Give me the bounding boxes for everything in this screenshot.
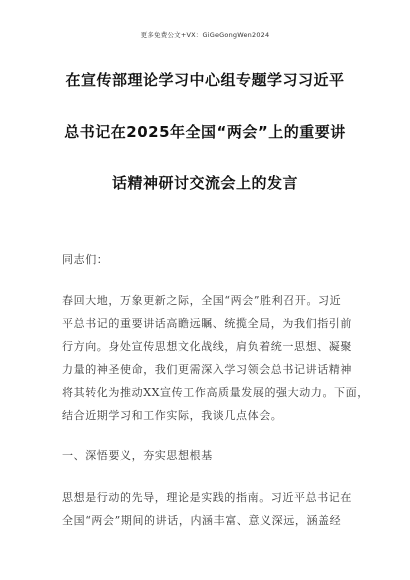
paragraph-2-line-2: 全国“两会”期间的讲话，内涵丰富、意义深远，涵盖经 [62,514,342,527]
paragraph-1-line-2: 平总书记的重要讲话高瞻远瞩、统揽全局，为我们指引前 [62,317,352,330]
title-line-1: 在宣传部理论学习中心组专题学习习近平 [65,71,345,89]
paragraph-1-line-5: 将其转化为推动XX宣传工作高质量发展的强大动力。下面， [62,386,369,399]
title-line-2: 总书记在2025年全国“两会”上的重要讲 [64,123,346,141]
paragraph-1-line-1: 春回大地，万象更新之际，全国“两会”胜利召开。习近 [62,294,342,307]
salutation: 同志们： [62,253,109,266]
header-watermark: 更多免费公文+VX：GiGeGongWen2024 [140,31,270,39]
paragraph-1-line-4: 力量的神圣使命，我们更需深入学习领会总书记讲话精神 [62,363,352,376]
paragraph-2-line-1: 思想是行动的先导，理论是实践的指南。习近平总书记在 [62,491,352,504]
section-1-heading: 一、深悟要义，夯实思想根基 [62,449,213,462]
title-line-3: 话精神研讨交流会上的发言 [111,174,298,192]
paragraph-1-line-6: 结合近期学习和工作实际，我谈几点体会。 [62,409,283,422]
paragraph-1-line-3: 行方向。身处宣传思想文化战线，肩负着统一思想、凝聚 [62,340,352,353]
